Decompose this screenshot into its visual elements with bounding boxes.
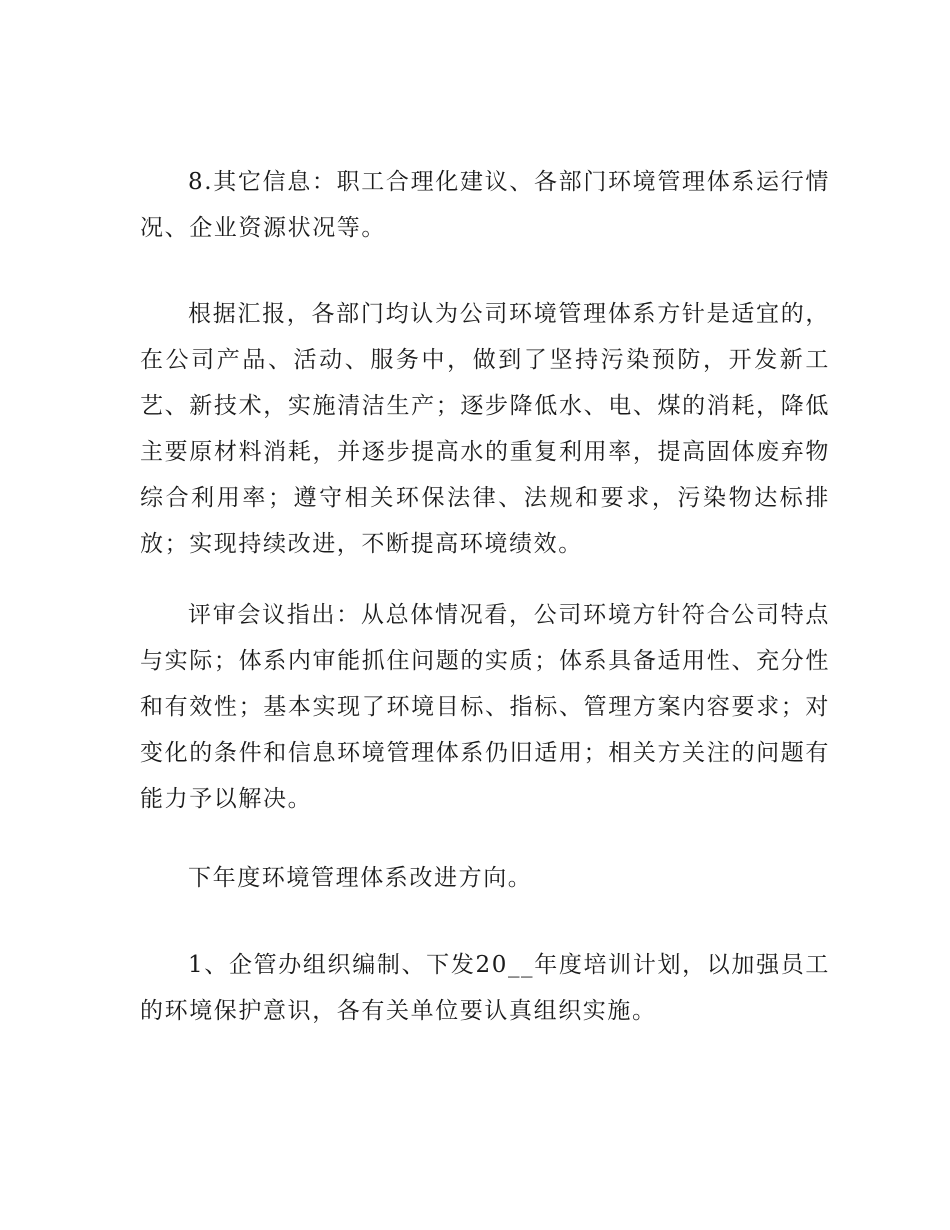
paragraph-improvement-direction: 下年度环境管理体系改进方向。: [188, 865, 533, 891]
paragraph-report-summary: 根据汇报，各部门均认为公司环境管理体系方针是适宜的，在公司产品、活动、服务中，做到了坚持污染预防，开发新工艺、新技术，实施清洁生产；逐步降低水、电、煤的消耗，降低主要原材料消耗，并逐步提高水的重复利用率，提高固体废弃物综合利用率；遵守相关环保法律、法规和要求，污染物达标排放；实现持续改进，不断提高环境绩效。: [140, 301, 830, 557]
paragraph-other-information: 8.其它信息：职工合理化建议、各部门环境管理体系运行情况、企业资源状况等。: [140, 169, 830, 241]
paragraph-review-conclusion: 评审会议指出：从总体情况看，公司环境方针符合公司特点与实际；体系内审能抓住问题的实质；体系具备适用性、充分性和有效性；基本实现了环境目标、指标、管理方案内容要求；对变化的条件和信息环境管理体系仍旧适用；相关方关注的问题有能力予以解决。: [140, 602, 830, 812]
paragraph-training-plan: 1、企管办组织编制、下发20__年度培训计划，以加强员工的环境保护意识，各有关单位要认真组织实施。: [140, 952, 830, 1024]
